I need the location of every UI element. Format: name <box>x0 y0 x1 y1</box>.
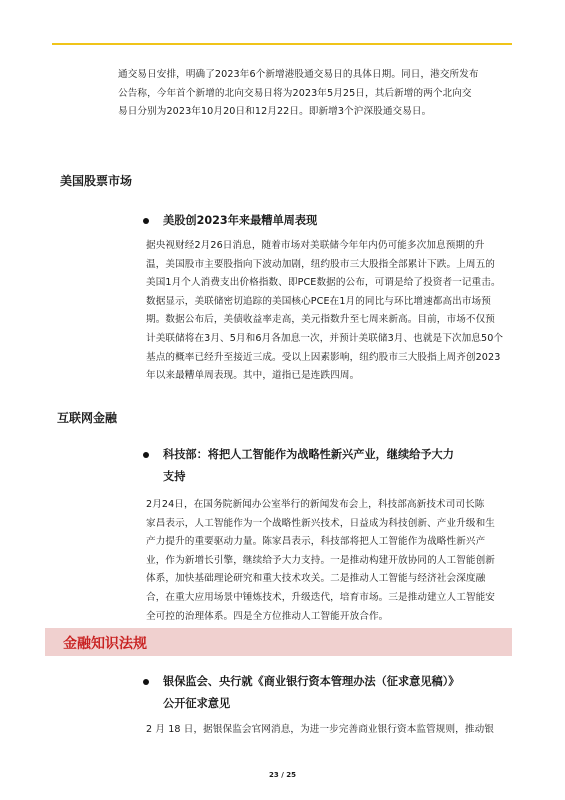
section-heading-us-stocks: 美国股票市场 <box>60 174 133 188</box>
text-line: 公告称，今年首个新增的北向交易日将为2023年5月25日，其后新增的两个北向交 <box>118 87 472 99</box>
bullet-title-regulation: 银保监会、央行就《商业银行资本管理办法（征求意见稿）》 公开征求意见 <box>163 675 460 710</box>
section-heading-internet-finance: 互联网金融 <box>57 411 118 425</box>
us-paragraph: 据央视财经2月26日消息，随着市场对美联储今年年内仍可能多次加息预期的升 温，美国股市主要股指向下波动加剧，纽约股市三大股指全部累计下跌。上周五的 美国1月个人消费支出价格指数、即PCE数据的公布，可谓是给了投资者一记重击。 数据显示，美联储密切追踪的美国核心PCE在1月的同比与环比增速都高出市场预 期。数据公布后，美债收益率走高，美元指数升至七周来新高。目前，市场不仅预 计美联储将在3月、5月和6月各加息一次，并预计美联储3月、也就是下次加息50个 基点的概率已经升至接近三成。受以上因素影响，纽约股市三大股指上周齐创2023 年以来最糟单周表现。其中，道指已是连跌四周。 <box>146 240 504 382</box>
text-line: 通交易日安排，明确了2023年6个新增港股通交易日的具体日期。同日，港交所发布 <box>118 69 479 80</box>
text-line: 易日分别为2023年10月20日和12月22日。即新增3个沪深股通交易日。 <box>118 106 432 118</box>
page-number: 23 / 25 <box>269 771 296 779</box>
bullet-icon <box>143 452 149 458</box>
internet-paragraph: 2月24日，在国务院新闻办公室举行的新闻发布会上，科技部高新技术司司长陈 家昌表示，人工智能作为一个战略性新兴技术，日益成为科技创新、产业升级和生 产力提升的重要驱动力量。陈家昌表示，科技部将把人工智能作为战略性新兴产 业，作为新增长引擎，继续给予大力支持。一是推动构建开放协同的人工智能创新 体系，加快基础理论研究和重大技术攻关。二是推动人工智能与经济社会深度融 合，在重大应用场景中锤炼技术，升级迭代，培育市场。三是推动建立人工智能安 全可控的治理体系。四是全方位推动人工智能开放合作。 <box>146 499 495 622</box>
header-rule <box>52 43 512 45</box>
regulation-paragraph: 2 月 18 日，据银保监会官网消息，为进一步完善商业银行资本监管规则，推动银 <box>146 724 494 735</box>
bullet-title-internet: 科技部：将把人工智能作为战略性新兴产业，继续给予大力 支持 <box>163 448 454 483</box>
bullet-icon <box>143 218 149 224</box>
intro-paragraph <box>118 66 479 122</box>
bullet-icon <box>143 679 149 685</box>
section-banner <box>45 628 512 656</box>
section-banner-title: 金融知识法规 <box>63 636 147 652</box>
bullet-title-us: 美股创2023年来最糟单周表现 <box>163 214 318 227</box>
